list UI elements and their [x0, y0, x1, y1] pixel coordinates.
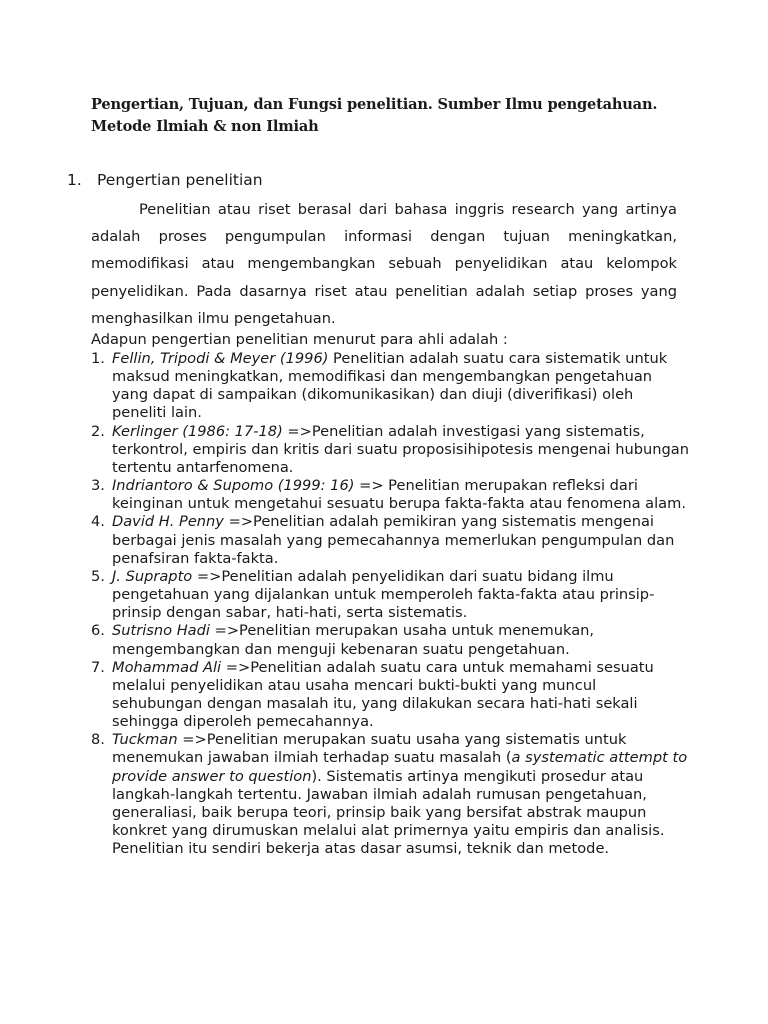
list-item-text-after: ). Sistematis artinya mengikuti prosedur atau langkah-langkah tertentu. Jawaban ilmiah adalah rumusan pengetahuan, generaliasi, baik berupa teori, prinsip baik yang bersifat abstrak maupun konkret yang dirumuskan melalui alat primernya yaitu empiris dan analisis. Penelitian itu sendiri bekerja atas dasar asumsi, teknik dan metode.	[112, 767, 665, 858]
list-item	[91, 659, 691, 732]
list-item-number: 8.	[91, 731, 105, 749]
list-item	[91, 423, 691, 477]
list-item	[91, 622, 691, 658]
list-item	[91, 568, 691, 622]
title-line-2: Metode Ilmiah & non Ilmiah	[91, 118, 319, 135]
section-title: Pengertian penelitian	[97, 171, 263, 189]
list-item-number: 2.	[91, 422, 105, 440]
intro-paragraph: Penelitian atau riset berasal dari bahasa inggris research yang artinya adalah proses pengumpulan informasi dengan tujuan meningkatkan, memodifikasi atau mengembangkan sebuah penyelidikan atau kelompok penyelidikan. Pada dasarnya riset atau penelitian adalah setiap proses yang menghasilkan ilmu pengetahuan.	[91, 201, 677, 327]
list-item-source: Mohammad Ali	[112, 658, 222, 676]
list-item-text: =>Penelitian adalah pemikiran yang sistematis mengenai berbagai jenis masalah yang pemecahannya memerlukan pengumpulan dan penafsiran fakta-fakta.	[112, 513, 675, 567]
list-item-text: => Penelitian merupakan refleksi dari keinginan untuk mengetahui sesuatu berupa fakta-fakta atau fenomena alam.	[112, 477, 686, 513]
list-item-source: David H. Penny	[112, 513, 224, 531]
list-item-text: =>Penelitian merupakan suatu usaha yang sistematis untuk menemukan jawaban ilmiah terhadap suatu masalah (	[112, 731, 627, 767]
section-number: 1.	[67, 171, 82, 189]
list-item	[91, 477, 691, 513]
list-item-number: 1.	[91, 350, 105, 367]
list-item-source: Tuckman	[112, 731, 178, 749]
list-item	[91, 350, 691, 423]
list-item-text: =>Penelitian adalah penyelidikan dari suatu bidang ilmu pengetahuan yang dijalankan untuk memperoleh fakta-fakta atau prinsip-prinsip dengan sabar, hati-hati, serta sistematis.	[112, 567, 655, 622]
list-item-number: 4.	[91, 513, 105, 531]
list-item-number: 7.	[91, 658, 105, 676]
list-item-number: 5.	[91, 567, 105, 585]
list-item	[91, 513, 691, 567]
list-item-source: J. Suprapto	[112, 567, 193, 585]
document-title	[91, 94, 691, 138]
list-item-text: =>Penelitian adalah investigasi yang sistematis, terkontrol, empiris dan kritis dari suatu proposisihipotesis mengenai hubungan tertentu antarfenomena.	[112, 422, 689, 476]
list-item-number: 3.	[91, 477, 105, 495]
section-heading	[67, 169, 263, 191]
list-item-source: Sutrisno Hadi	[112, 622, 210, 640]
list-item-text: =>Penelitian merupakan usaha untuk menemukan, mengembangkan dan menguji kebenaran suatu pengetahuan.	[112, 622, 595, 658]
list-item-number: 6.	[91, 622, 105, 640]
list-item-source: Kerlinger (1986: 17-18)	[112, 422, 283, 440]
list-lead: Adapun pengertian penelitian menurut para ahli adalah :	[91, 331, 508, 348]
title-line-1: Pengertian, Tujuan, dan Fungsi penelitian. Sumber Ilmu pengetahuan.	[91, 96, 658, 113]
list-item	[91, 731, 691, 858]
list-item-text: Penelitian adalah suatu cara sistematik untuk maksud meningkatkan, memodifikasi dan mengembangkan pengetahuan yang dapat di sampaikan (dikomunikasikan) dan diuji (diverifikasi) oleh peneliti lain.	[112, 350, 668, 422]
list-item-source: Indriantoro & Supomo (1999: 16)	[112, 477, 355, 495]
list-item-source: Fellin, Tripodi & Meyer (1996)	[112, 350, 329, 367]
list-item-text-italic: a systematic attempt to provide answer to question	[112, 749, 688, 785]
expert-definitions-list	[91, 350, 691, 858]
list-item-text: =>Penelitian adalah suatu cara untuk memahami sesuatu melalui penyelidikan atau usaha mencari bukti-bukti yang muncul sehubungan dengan masalah itu, yang dilakukan secara hati-hati sekali sehingga diperoleh pemecahannya.	[112, 658, 654, 731]
